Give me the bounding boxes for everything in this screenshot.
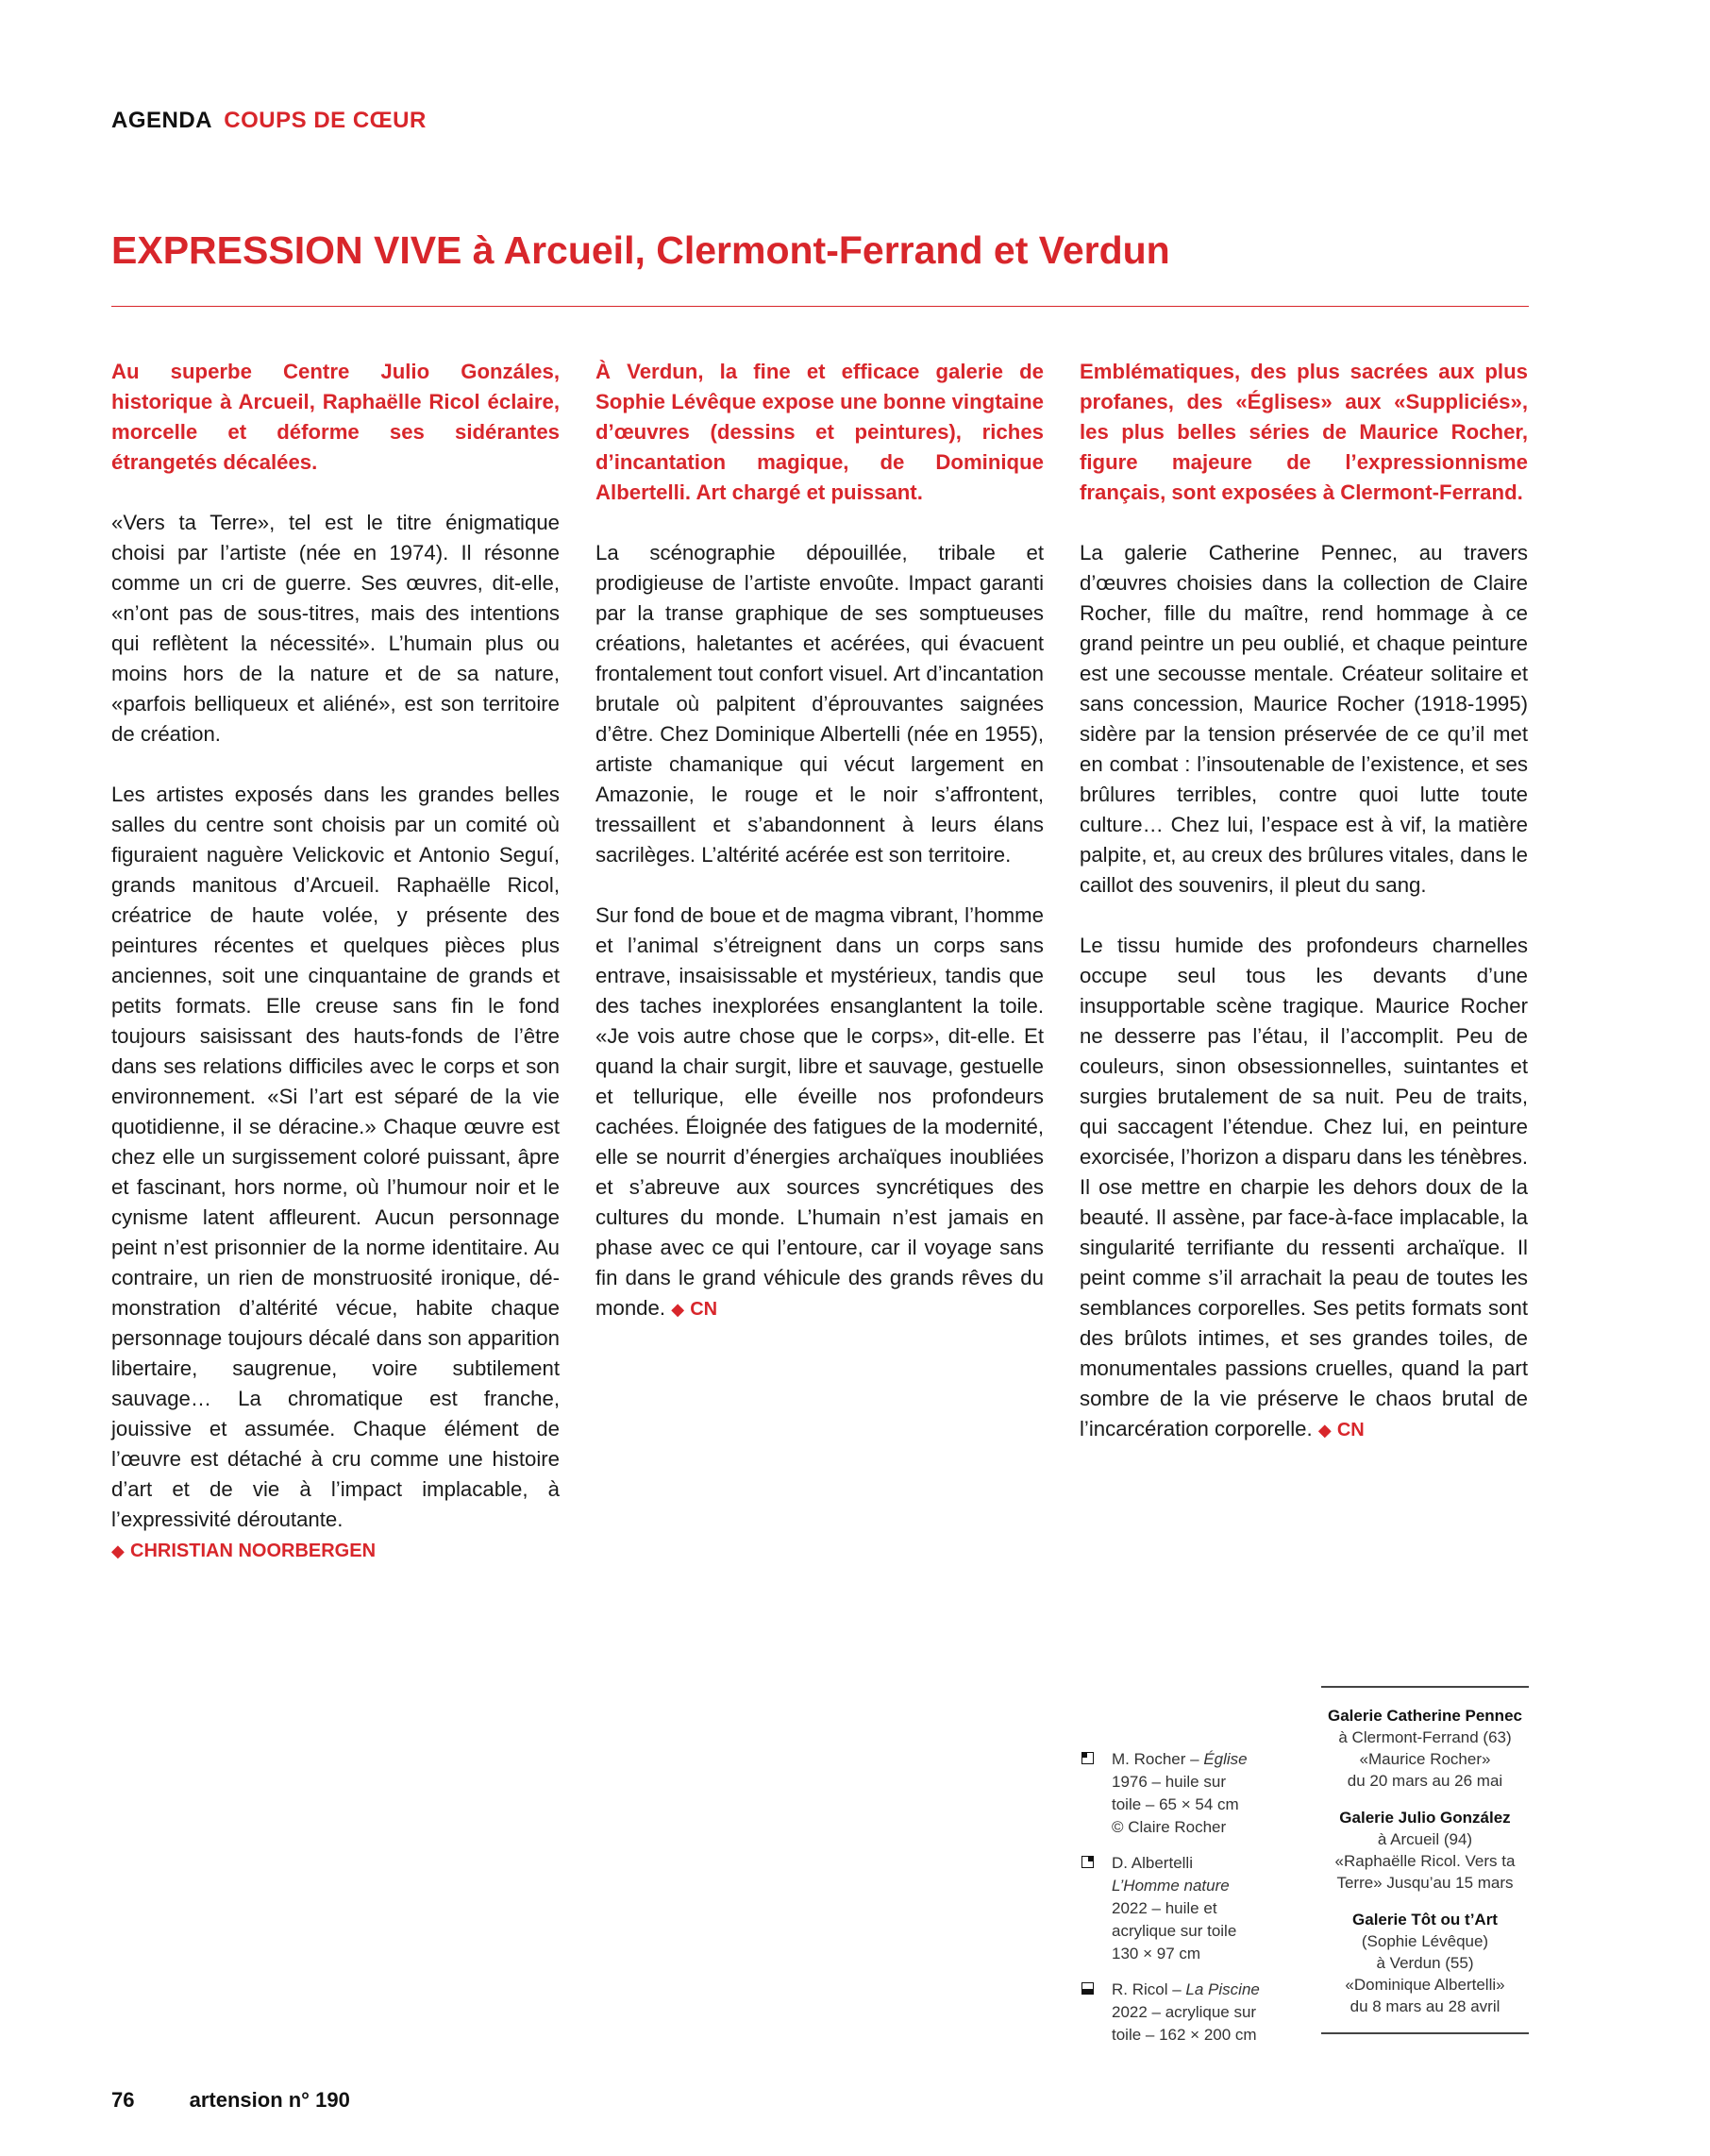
bottom-position-icon	[1081, 1982, 1094, 1995]
rubric-agenda: AGENDA	[111, 108, 212, 133]
caption-text: D. Albertelli	[1112, 1854, 1193, 1872]
caption-title: Église	[1203, 1750, 1248, 1768]
gallery-detail: (Sophie Lévêque)	[1361, 1932, 1489, 1950]
signature-initials: CN	[1336, 1420, 1365, 1440]
body-paragraph: La scénographie dépouillée, tribale et prodigieuse de l’artiste envoûte. Impact garanti par la transe graphique de ses somptueuses créations, haletantes et acérées, qui évacuent frontalement tout confort visuel. Art d’incantation brutale où palpitent d’éprouvantes saignées d’être. Chez Dominique Albertelli (née en 1955), artiste chamanique qui vécut largement en Amazonie, le rouge et le noir s’affrontent, tressaillent et s’abandonnent à leurs élans sacrilèges. L’altérité acérée est son territoire.	[595, 541, 1044, 867]
magazine-issue: artension n° 190	[189, 2088, 350, 2112]
gallery-name: Galerie Julio González	[1339, 1809, 1511, 1827]
gallery-detail: à Clermont-Ferrand (63)	[1338, 1728, 1512, 1746]
gallery-detail: «Maurice Rocher»	[1359, 1750, 1491, 1768]
signature-name: CHRISTIAN NOORBERGEN	[130, 1541, 377, 1561]
caption-credit: © Claire Rocher	[1112, 1818, 1227, 1836]
gallery-gonzalez	[1321, 1807, 1529, 1894]
body-paragraph-with-signature	[595, 901, 1044, 1324]
page-footer	[111, 2088, 350, 2113]
caption-ricol	[1081, 1979, 1289, 2047]
caption-title: L’Homme nature	[1112, 1877, 1230, 1895]
body-paragraph: Les artistes exposés dans les grandes belles salles du centre sont choisis par un comité où figuraient naguère Velickovic et Antonio Seguí, grands manitous d’Arcueil. Raphaëlle Ricol, créatrice de haute volée, y présente des peintures récentes et quelques pièces plus anciennes, soit une cinquantaine de grands et petits formats. Elle creuse sans fin le fond toujours saisissant des hauts-fonds de l’être dans ses relations difficiles avec le corps et son environnement. «Si l’art est séparé de la vie quotidienne, il se déracine.» Chaque œuvre est chez elle un surgissement coloré puissant, âpre et fascinant, hors norme, où l’humour noir et le cynisme latent affleurent. Aucun personnage peint n’est prisonnier de la norme identitaire. Au contraire, un rien de monstruosité ironique, dé-monstration d’altérité vécue, habite chaque personnage toujours décalé dans son apparition libertaire, saugrenue, voire subtilement sauvage… La chromatique est franche, jouissive et assumée. Chaque élément de l’œuvre est détaché à cru comme une histoire d’art et de vie à l’impact implacable, à l’expressivité déroutante.	[111, 783, 560, 1531]
caption-text: M. Rocher –	[1112, 1750, 1204, 1768]
article-column-verdun	[595, 357, 1044, 1355]
gallery-detail: «Raphaëlle Ricol. Vers ta	[1334, 1852, 1516, 1870]
gallery-name: Galerie Catherine Pennec	[1328, 1707, 1522, 1725]
top-right-position-icon	[1081, 1856, 1094, 1868]
gallery-detail: Terre» Jusqu’au 15 mars	[1336, 1874, 1514, 1892]
caption-text: 130 × 97 cm	[1112, 1945, 1201, 1962]
caption-text: acrylique sur toile	[1112, 1922, 1237, 1940]
gallery-name: Galerie Tôt ou t’Art	[1352, 1911, 1498, 1929]
body-paragraph-with-signature	[1080, 931, 1528, 1445]
gallery-detail: à Verdun (55)	[1376, 1954, 1474, 1972]
diamond-icon: ◆	[671, 1300, 685, 1319]
gallery-detail: «Dominique Albertelli»	[1345, 1976, 1505, 1994]
caption-title: La Piscine	[1185, 1980, 1260, 1998]
body-text: Le tissu humide des profondeurs charnelles occupe seul tous les devants d’une insupportable scène tragique. Maurice Rocher ne desserre pas l’étau, il l’accomplit. Peu de couleurs, sinon obsessionnelles, suintantes et surgies brutalement de sa nuit. Peu de traits, qui saccagent l’étendue. Chez lui, en peinture exorcisée, l’horizon a disparu dans les ténèbres. Il ose mettre en charpie les dehors doux de la beauté. Il assène, par face-à-face implacable, la singularité terrifiante du ressenti archaïque. Il peint comme s’il arrachait la peau de toutes les semblances corporelles. Ses petits formats sont des brûlots intimes, et ses grandes toiles, de monumentales passions cruelles, quand la part sombre de la vie préserve le chaos brutal de l’incarcération corporelle.	[1080, 934, 1528, 1440]
gallery-pennec	[1321, 1705, 1529, 1792]
caption-rocher	[1081, 1748, 1289, 1839]
rubric-section: COUPS DE CŒUR	[224, 108, 427, 133]
caption-text: toile – 65 × 54 cm	[1112, 1795, 1239, 1813]
article-column-arcueil	[111, 357, 560, 1566]
gallery-detail: du 20 mars au 26 mai	[1347, 1772, 1503, 1790]
top-left-position-icon	[1081, 1752, 1094, 1764]
body-paragraph: «Vers ta Terre», tel est le titre énigmatique choisi par l’artiste (née en 1974). Il résonne comme un cri de guerre. Ses œuvres, dit-elle, «n’ont pas de sous-titres, mais des intentions qui reflètent la nécessité». L’humain plus ou moins hors de la nature et de sa nature, «parfois belliqueux et aliéné», est son territoire de création.	[111, 511, 560, 746]
caption-albertelli	[1081, 1852, 1289, 1965]
gallery-detail: du 8 mars au 28 avril	[1350, 1997, 1500, 2015]
gallery-tot-ou-tart	[1321, 1909, 1529, 2017]
article-headline: EXPRESSION VIVE à Arcueil, Clermont-Ferrand et Verdun	[111, 228, 1170, 272]
caption-text: 2022 – huile et	[1112, 1899, 1217, 1917]
body-paragraph: La galerie Catherine Pennec, au travers d’œuvres choisies dans la collection de Claire Rocher, fille du maître, rend hommage à ce grand peintre un peu oublié, et chaque peinture est une secousse mentale. Créateur solitaire et sans concession, Maurice Rocher (1918-1995) sidère par la tension préservée de ce qu’il met en combat : l’insoutenable de l’existence, et ses brûlures terribles, contre quoi lutte toute culture… Chez lui, l’espace est à vif, la matière palpite, et, au creux des brûlures vitales, dans le caillot des souvenirs, il pleut du sang.	[1080, 541, 1528, 897]
gallery-detail: à Arcueil (94)	[1377, 1830, 1473, 1848]
lead-paragraph: Au superbe Centre Julio Gonzáles, historique à Arcueil, Raphaëlle Ricol éclaire, morcelle et déforme ses sidérantes étrangetés décalées.	[111, 360, 560, 474]
lead-paragraph: À Verdun, la fine et efficace galerie de Sophie Lévêque expose une bonne vingtaine d’œuvres (dessins et peintures), riches d’incantation magique, de Dominique Albertelli. Art chargé et puissant.	[595, 360, 1044, 504]
caption-text: 2022 – acrylique sur	[1112, 2003, 1257, 2021]
author-signature	[111, 1535, 560, 1566]
gallery-info-box	[1321, 1686, 1529, 2034]
caption-text: toile – 162 × 200 cm	[1112, 2026, 1257, 2044]
section-rubric	[111, 108, 427, 134]
diamond-icon: ◆	[111, 1541, 125, 1560]
page-number: 76	[111, 2088, 135, 2112]
caption-text: R. Ricol –	[1112, 1980, 1186, 1998]
diamond-icon: ◆	[1317, 1421, 1332, 1440]
caption-text: 1976 – huile sur	[1112, 1773, 1226, 1791]
lead-paragraph: Emblématiques, des plus sacrées aux plus profanes, des «Églises» aux «Suppliciés», les plus belles séries de Maurice Rocher, figure majeure de l’expressionnisme français, sont exposées à Clermont-Ferrand.	[1080, 360, 1528, 504]
signature-initials: CN	[690, 1299, 718, 1320]
article-column-clermont	[1080, 357, 1528, 1475]
headline-divider	[111, 306, 1529, 307]
image-captions	[1081, 1748, 1289, 2060]
body-text: Sur fond de boue et de magma vibrant, l’homme et l’animal s’étreignent dans un corps sans entrave, insaisissable et mystérieux, tandis que des taches inexplorées ensanglantent la toile. «Je vois autre chose que le corps», dit-elle. Et quand la chair surgit, libre et sauvage, gestuelle et tellurique, elle éveille nos profondeurs cachées. Éloignée des fatigues de la modernité, elle se nourrit d’énergies archaïques inoubliées et s’abreuve aux sources syncrétiques des cultures du monde. L’humain n’est jamais en phase avec ce qui l’entoure, car il voyage sans fin dans le grand véhicule des grands rêves du monde.	[595, 903, 1044, 1320]
